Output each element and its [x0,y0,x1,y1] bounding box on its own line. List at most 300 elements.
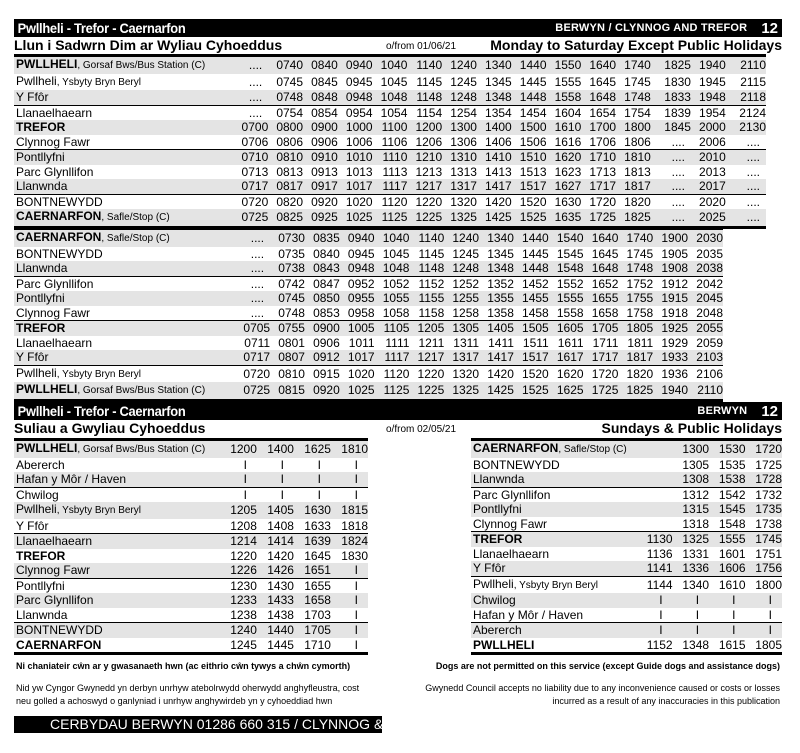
departure-time: 1954 [691,105,726,120]
departure-time: 1611 [557,335,584,350]
departure-time: 2115 [740,74,766,89]
departure-time: 0717 [230,350,271,365]
departure-time: 1811 [627,335,654,350]
departure-time: 2130 [726,120,766,135]
stop-name-cell [14,563,220,578]
departure-time: 1440 [514,229,549,247]
stop-name-cell [14,90,228,105]
departure-time: 1317 [444,350,479,365]
stop-name-cell [14,440,220,458]
departure-time: 1929 [661,335,689,350]
departure-time: 1045 [380,74,408,89]
departure-time: 0725 [228,209,268,227]
departure-time: 0706 [241,134,269,149]
departure-time: I [331,487,368,502]
departure-time: 0906 [311,134,338,149]
timetable-row [14,120,766,135]
stop-name: Llanwnda [16,607,68,622]
departure-time: 1358 [487,305,514,320]
stop-name-cell [14,578,220,593]
timetable-row [14,229,723,247]
departure-time: 1639 [294,534,331,549]
sunday-inbound-table [471,438,782,655]
stop-name-cell [14,105,228,120]
departure-time: 1500 [512,120,547,135]
route-title: Pwllheli - Trefor - Caernarfon [17,403,186,419]
stop-name-cell [471,440,637,458]
departure-time: 1320 [444,365,479,382]
departure-time: 1420 [477,194,512,209]
dogs-note-english: Dogs are not permitted on this service (except Guide dogs and assistance dogs) [435,661,780,671]
departure-time: I [354,607,358,622]
departure-time: 2110 [688,382,723,400]
departure-time: 1545 [556,246,584,261]
stop-name-cell [14,194,228,209]
stop-name: Hafan y Môr / Haven [473,607,584,622]
weekday-header-bar [14,19,782,37]
timetable-row [14,306,723,321]
departure-time: 1710 [294,638,331,654]
departure-time: I [331,623,368,638]
departure-time: 1240 [444,229,479,247]
departure-time: 1345 [485,74,512,89]
departure-time: 0853 [313,305,340,320]
departure-time: 1635 [547,209,582,227]
weekday-inbound-table [14,227,723,402]
departure-time: 1340 [673,576,709,593]
departure-time: 0900 [305,321,340,336]
departure-time: I [709,593,745,608]
departure-time: 1545 [709,502,745,517]
stop-name-cell [14,608,220,623]
departure-time: 0720 [230,365,271,382]
departure-time: 1240 [220,623,257,638]
departure-time: 1552 [549,276,584,291]
departure-time: 1318 [682,516,710,531]
timetable-row [14,563,368,578]
departure-time: 1205 [409,321,444,336]
departure-time: I [331,593,368,608]
departure-time: 1740 [618,229,653,247]
stop-name: Llanaelhaearn [473,546,550,561]
timetable-row [471,576,782,593]
stop-name: Llanaelhaearn [16,105,93,120]
stop-name-cell [14,229,230,247]
departure-time: 1211 [418,335,445,350]
departure-time: 1136 [646,546,673,561]
departure-time: 1805 [618,321,653,336]
departure-time: 1517 [514,350,549,365]
departure-time: 1510 [512,150,547,165]
stop-name-cell [14,56,228,74]
departure-time: 1140 [407,56,442,74]
departure-time: 1411 [488,335,514,350]
departure-time: 1633 [304,518,331,533]
stop-name: Parc Glynllifon [16,276,94,291]
departure-time: 1145 [418,246,445,261]
departure-time: 0954 [338,105,373,120]
departure-time: 1745 [624,74,651,89]
departure-time: 1738 [755,516,782,531]
timetable-row [14,593,368,608]
departure-time: 1220 [407,194,442,209]
departure-time: 1125 [375,382,410,400]
departure-time: 0755 [270,321,305,336]
timetable-row [14,365,723,382]
departure-time: 1245 [452,246,480,261]
departure-time: .... [671,164,685,179]
departure-time: 1200 [407,120,442,135]
departure-time: 1606 [709,561,745,576]
departure-time [637,487,673,502]
stop-name: Clynnog Fawr [16,563,91,577]
departure-time: 1117 [373,179,408,194]
stop-name-cell [471,638,637,654]
departure-time: 1152 [637,638,673,654]
route-title: Pwllheli - Trefor - Caernarfon [17,20,186,36]
departure-time: 0900 [303,120,338,135]
departure-time: 1720 [584,365,619,382]
stop-name: Chwilog [16,487,59,502]
departure-time: 1908 [653,261,688,276]
departure-time: 0748 [268,90,303,105]
departure-time: .... [228,90,268,105]
timetable-row [471,472,782,487]
sunday-subheader [14,420,782,436]
departure-time: 1448 [512,90,547,105]
departure-time: 0840 [313,246,340,261]
departure-time: 0720 [228,194,268,209]
departure-time: I [659,607,663,622]
departure-time: 1406 [485,134,512,149]
departure-time: 1345 [487,246,514,261]
departure-time: 0815 [270,382,305,400]
departure-time: I [673,623,709,638]
timetable-row [14,382,723,400]
departure-time: I [637,593,673,608]
departure-time: 0913 [311,164,338,179]
timetable-row [471,623,782,638]
departure-time: 1918 [661,305,689,320]
dogs-note-welsh: Ni chaniateir cŵn ar y gwasanaeth hwn (ac eithrio cŵn tywys a chŵn cymorth) [16,661,351,671]
departure-time: 1320 [442,194,477,209]
departure-time: 1417 [479,350,514,365]
departure-time: 1745 [626,246,654,261]
stop-name: CAERNARFON [16,637,102,652]
departure-time: 1548 [718,516,746,531]
departure-time: 0800 [268,120,303,135]
departure-time: 1717 [584,350,619,365]
departure-time: 1601 [718,546,746,561]
departure-time: 1020 [340,365,375,382]
departure-time: 1054 [373,105,408,120]
departure-time: 1652 [584,276,619,291]
departure-time: 0920 [305,382,340,400]
stop-name-cell [471,502,637,517]
departure-time: 2048 [696,305,723,320]
departure-time: 1820 [618,365,653,382]
departure-time: 0850 [305,291,340,306]
departure-time: 1355 [479,291,514,306]
stop-name-cell [471,532,637,547]
stop-detail: , Safle/Stop (C) [558,444,627,455]
departure-time: 1017 [340,350,375,365]
departure-time: 1426 [257,563,294,578]
departure-time: 1813 [624,164,651,179]
departure-time: 0745 [270,291,305,306]
stop-name: Y Ffôr [16,90,49,104]
departure-time: 1725 [581,209,616,227]
departure-time: 1555 [709,532,745,547]
stop-name: Parc Glynllifon [16,164,94,179]
stop-name: Llanaelhaearn [16,534,93,548]
timetable-row [14,638,368,654]
departure-time: 1610 [709,576,745,593]
departure-time: 1245 [450,74,477,89]
departure-time: .... [726,194,766,209]
departure-time: 1817 [618,350,653,365]
departure-time: I [257,472,294,487]
stop-name-cell [471,487,637,502]
departure-time: 1705 [584,321,619,336]
timetable-row [14,150,766,165]
departure-time: 1825 [616,209,651,227]
departure-time: 1617 [549,350,584,365]
departure-time: 1145 [416,74,443,89]
timetable-row [14,209,766,227]
departure-time: 1454 [512,105,547,120]
departure-time: 1025 [340,382,375,400]
stop-name: Llanwnda [473,472,525,486]
departure-time: .... [726,150,766,165]
departure-time: 0807 [270,350,305,365]
departure-time: 1948 [691,90,726,105]
departure-time: 1933 [653,350,688,365]
departure-time: 2103 [688,350,723,365]
departure-time: .... [230,261,271,276]
departure-time: 1325 [442,209,477,227]
departure-time: 0948 [340,261,375,276]
departure-time: 1530 [709,440,745,458]
departure-time: I [709,623,745,638]
stop-name: Llanwnda [16,179,68,193]
departure-time: 0952 [340,276,375,291]
departure-time: 1052 [375,276,410,291]
timetable-row [14,291,723,306]
stop-name-cell [14,321,230,336]
departure-time: 1806 [624,134,651,149]
departure-time: 1810 [331,440,368,458]
departure-time: 1525 [514,382,549,400]
departure-time: 1300 [673,440,709,458]
stop-name-cell [14,350,230,365]
stop-name: TREFOR [473,532,523,546]
departure-time: 2035 [696,246,723,261]
departure-time: 1555 [549,291,584,306]
timetable-row [471,561,782,576]
departure-time: I [746,593,782,608]
departure-time: 1758 [626,305,654,320]
departure-time: 1818 [341,518,368,533]
departure-time: 0945 [345,74,373,89]
departure-time: 1225 [407,209,442,227]
departure-time: 0925 [303,209,338,227]
departure-time: 1658 [294,593,331,608]
departure-time: 1620 [549,365,584,382]
departure-time: 1420 [479,365,514,382]
departure-time: 1410 [477,150,512,165]
departure-time: 1940 [691,56,726,74]
stop-name-cell [14,472,220,487]
stop-name: Clynnog Fawr [16,134,91,149]
stop-name: Pontllyfni [16,578,65,593]
departure-time: 1800 [746,576,782,593]
departure-time: 0730 [270,229,305,247]
departure-time: 2013 [699,164,726,179]
departure-time: 1425 [479,382,514,400]
departure-time: 1800 [616,120,651,135]
departure-time: 1248 [442,90,477,105]
stop-name: TREFOR [16,120,66,134]
departure-time: 1248 [444,261,479,276]
departure-time: I [732,607,736,622]
stop-name: BONTNEWYDD [473,457,560,472]
departure-time: 1252 [444,276,479,291]
departure-time: 0845 [311,74,338,89]
departure-time: 1220 [409,365,444,382]
departure-time: 1340 [479,229,514,247]
departure-time: .... [746,164,760,179]
departure-time: 1025 [338,209,373,227]
departure-time: .... [726,209,766,227]
timetable-row [14,623,368,638]
departure-time: 1245 [220,638,257,654]
departure-time: 1255 [444,291,479,306]
sunday-header-bar [14,402,782,420]
departure-time: 0948 [338,90,373,105]
departure-time: 1700 [581,120,616,135]
departure-time: 1300 [442,120,477,135]
timetable-row [14,56,766,74]
departure-time: I [331,578,368,593]
timetable-row [14,472,368,487]
service-number: 12 [761,19,778,37]
weekday-outbound-table [14,54,766,229]
timetable-row [14,578,368,593]
departure-time: 2055 [688,321,723,336]
stop-name-cell [14,593,220,608]
departure-time: 1205 [220,502,257,519]
departure-time: 2110 [726,56,766,74]
departure-time: 2045 [688,291,723,306]
stop-name: TREFOR [16,321,66,335]
departure-time: 1445 [519,74,547,89]
timetable-row [14,321,723,336]
departure-time: 2059 [696,335,723,350]
departure-time: 1105 [375,321,410,336]
timetable-row [14,458,368,473]
stop-name-cell [14,487,220,502]
stop-name: Pwllheli [16,365,57,380]
departure-time: 1625 [549,382,584,400]
timetable-row [14,247,723,262]
departure-time: 1825 [651,56,691,74]
departure-time: 1511 [522,335,549,350]
weekday-subheader [14,37,782,53]
timetable-row [471,608,782,623]
stop-name: Pontllyfni [16,291,65,305]
departure-time: 1625 [294,440,331,458]
stop-name: BONTNEWYDD [16,623,103,637]
departure-time: 1548 [549,261,584,276]
departure-time: 1505 [514,321,549,336]
timetable-row [14,549,368,564]
departure-time: 1306 [450,134,477,149]
departure-time: 0735 [278,246,305,261]
departure-time: 1725 [755,457,782,472]
departure-time: 1820 [616,194,651,209]
departure-time: .... [726,179,766,194]
stop-name: BONTNEWYDD [16,246,103,261]
departure-time: 1538 [709,472,745,487]
departure-time: 1748 [618,261,653,276]
stop-detail: , Gorsaf Bws/Bus Station (C) [77,60,206,71]
stop-detail: , Safle/Stop (C) [101,212,170,223]
departure-time: 1348 [673,638,709,654]
departure-time: 1455 [514,291,549,306]
departure-time: 1728 [746,472,782,487]
stop-name-cell [471,517,637,532]
departure-time: 1125 [373,209,408,227]
departure-time: 1208 [230,518,257,533]
timetable-row [471,517,782,532]
departure-time: 0820 [268,194,303,209]
departure-time: 1900 [653,229,688,247]
departure-time: 1213 [415,164,443,179]
stop-name-cell [14,502,220,519]
stop-name: Y Ffôr [16,350,49,364]
departure-time: 1100 [373,120,408,135]
departure-time: 1513 [519,164,547,179]
stop-name: CAERNARFON [16,209,102,223]
departure-time: 1425 [477,209,512,227]
departure-time: 1445 [522,246,549,261]
departure-time: 0713 [241,164,269,179]
departure-time: 0711 [244,335,271,350]
departure-time: 1106 [381,134,408,149]
departure-time: .... [230,229,271,247]
departure-time: .... [228,56,268,74]
departure-time: 1654 [581,105,616,120]
departure-time: 1238 [230,607,257,622]
departure-time: 1158 [418,305,445,320]
departure-time: 1305 [444,321,479,336]
departure-time: 0920 [303,194,338,209]
departure-time: 0847 [305,276,340,291]
departure-time: 1458 [522,305,549,320]
departure-time: 0940 [338,56,373,74]
departure-time: 1610 [547,120,582,135]
departure-time: 2042 [688,276,723,291]
days-english: Monday to Saturday Except Public Holidays [490,37,782,53]
stop-detail: , Gorsaf Bws/Bus Station (C) [77,385,206,396]
departure-time: 1141 [637,561,673,576]
departure-time: 2020 [691,194,726,209]
departure-time: 1645 [589,74,617,89]
departure-time: 1405 [257,502,294,519]
departure-time: 0748 [278,305,305,320]
departure-time: 1558 [547,90,582,105]
